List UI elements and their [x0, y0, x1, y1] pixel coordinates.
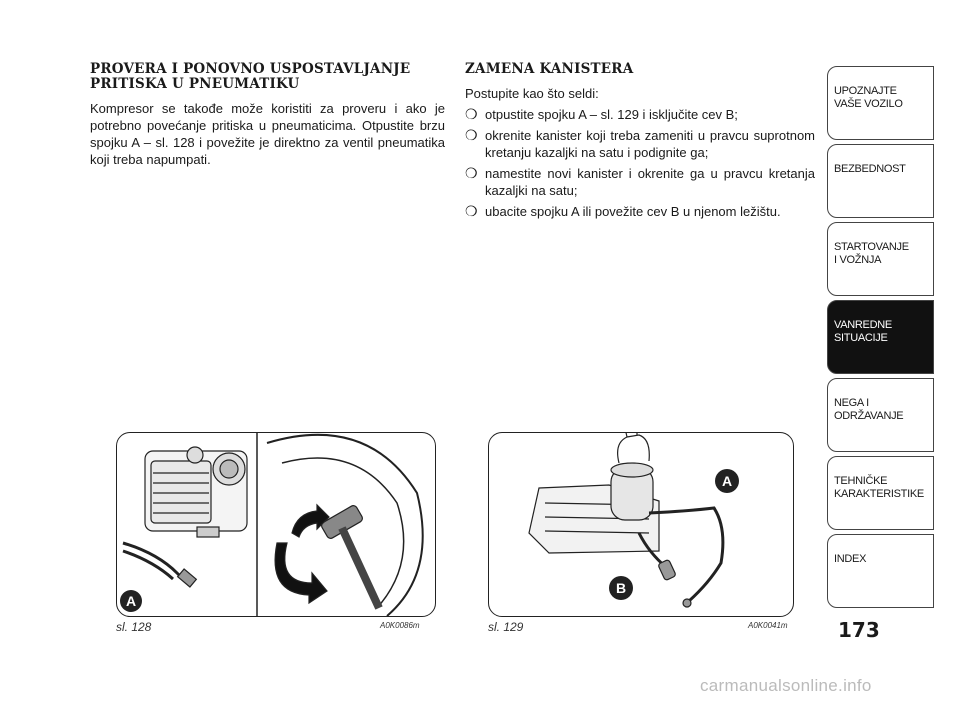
section-tabs: [827, 66, 934, 612]
bullet-icon: ❍: [465, 165, 478, 181]
tab-label: ODRŽAVANJE: [834, 410, 904, 422]
list-item-text: namestite novi kanister i okrenite ga u pravcu kretanja kazaljki na satu;: [485, 166, 815, 198]
tab-label: KARAKTERISTIKE: [834, 488, 924, 500]
tab-upoznajte[interactable]: [827, 66, 934, 140]
tab-label: SITUACIJE: [834, 332, 888, 344]
tab-label: VANREDNE: [834, 319, 892, 331]
callout-a-label: A: [125, 593, 137, 609]
tab-label: TEHNIČKE: [834, 475, 888, 487]
list-item-text: ubacite spojku A ili povežite cev B u njenom ležištu.: [485, 204, 781, 219]
tab-label: I VOŽNJA: [834, 254, 882, 266]
figure-128-compressor-illustration: [116, 432, 436, 617]
figure-128-caption: sl. 128: [116, 620, 152, 634]
right-column: [465, 62, 815, 224]
list-item-text: otpustite spojku A – sl. 129 i isključite cev B;: [485, 107, 738, 122]
figure-128-code: A0K0086m: [380, 621, 420, 630]
list-item-text: okrenite kanister koji treba zameniti u pravcu suprotnom kretanju kazaljki na satu i podignite ga;: [485, 128, 815, 160]
callout-b-label: B: [615, 580, 627, 596]
bullet-icon: ❍: [465, 203, 478, 219]
tab-label: BEZBEDNOST: [834, 163, 906, 175]
figure-129-code: A0K0041m: [748, 621, 788, 630]
tab-label: VAŠE VOZILO: [834, 98, 903, 110]
list-item: [465, 106, 815, 123]
tab-nega[interactable]: [827, 378, 934, 452]
section-heading-pressure: [90, 62, 445, 92]
tab-tehnicke[interactable]: [827, 456, 934, 530]
tab-label: STARTOVANJE: [834, 241, 909, 253]
tab-index[interactable]: [827, 534, 934, 608]
figure-129-caption: sl. 129: [488, 620, 524, 634]
tab-vanredne-situacije[interactable]: [827, 300, 934, 374]
canister-intro: Postupite kao što seldi:: [465, 86, 599, 101]
list-item: [465, 165, 815, 199]
page-number: 173: [838, 618, 880, 642]
tab-startovanje[interactable]: [827, 222, 934, 296]
list-item: [465, 127, 815, 161]
tab-label: NEGA I: [834, 397, 869, 409]
left-column: [90, 62, 445, 168]
canister-drawing: [489, 433, 793, 616]
figure-129-canister-illustration: [488, 432, 794, 617]
canister-steps-list: [465, 106, 815, 220]
compressor-drawing: [117, 433, 435, 616]
bullet-icon: ❍: [465, 106, 478, 122]
tab-label: INDEX: [834, 553, 867, 565]
list-item: [465, 203, 815, 220]
watermark: carmanualsonline.info: [700, 676, 872, 695]
section-heading-canister: ZAMENA KANISTERA: [465, 61, 634, 77]
tab-bezbednost[interactable]: [827, 144, 934, 218]
callout-a-label: A: [721, 473, 733, 489]
bullet-icon: ❍: [465, 127, 478, 143]
tab-label: UPOZNAJTE: [834, 85, 897, 97]
heading-line-1: PROVERA I PONOVNO USPOSTAVLJANJE: [90, 61, 411, 77]
pressure-paragraph: Kompresor se takođe može koristiti za proveru i ako je potrebno povećanje pritiska u pneumaticima. Otpustite brzu spojku A – sl. 128 i povežite je direktno za ventil pneumatika koji treba napumpati.: [90, 101, 445, 167]
heading-line-2: PRITISKA U PNEUMATIKU: [90, 76, 300, 92]
